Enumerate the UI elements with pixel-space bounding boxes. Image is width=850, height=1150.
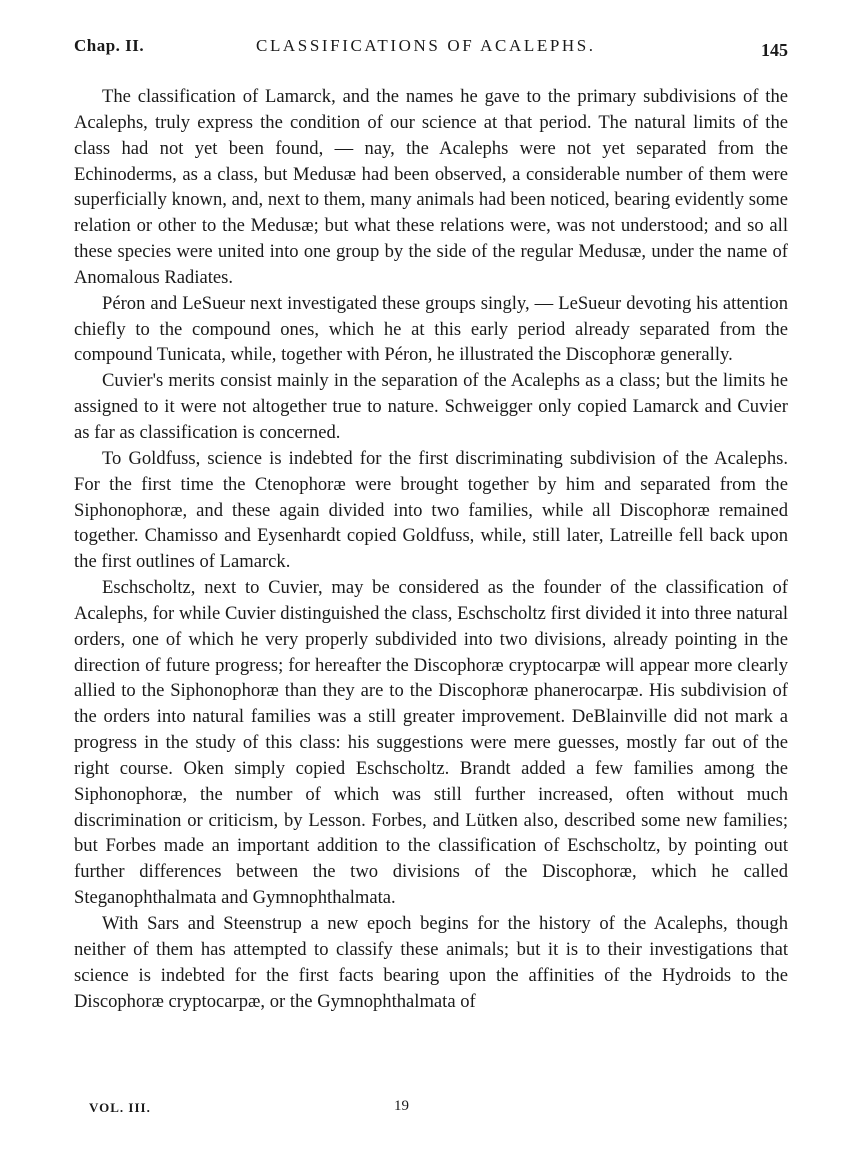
paragraph: To Goldfuss, science is indebted for the first discriminating subdivision of the Acalephs. For the first time the Ctenophoræ were brought together by him and separated from the Siphonophoræ, and these again divided into two families, while all Discophoræ remained together. Chamisso and Eysenhardt copied Goldfuss, while, still later, Latreille fell back upon the first outlines of Lamarck. xyxy=(74,447,788,573)
paragraph: The classification of Lamarck, and the names he gave to the primary subdivisions of the Acalephs, truly express the condition of our science at that period. The natural limits of the class had not yet been found, — nay, the Acalephs were not yet separated from the Echinoderms, as a class, but Medusæ had been observed, a considerable number of them were superficially known, and, next to them, many animals had been noticed, bearing evidently some relation or other to the Medusæ; but what these relations were, was not understood; and so all these species were united into one group by the side of the regular Medusæ, under the name of Anomalous Radiates. xyxy=(74,86,788,288)
paragraph: With Sars and Steenstrup a new epoch begins for the history of the Acalephs, though neither of them has attempted to classify these animals; but it is to their investigations that science is indebted for the first facts bearing upon the affinities of the Hydroids to the Discophoræ cryptocarpæ, or the Gymnophthalmata of xyxy=(74,913,788,1012)
running-title: CLASSIFICATIONS OF ACALEPHS. xyxy=(256,36,596,55)
signature-mark: 19 xyxy=(394,1098,409,1114)
page-number: 145 xyxy=(761,40,788,60)
paragraph: Eschscholtz, next to Cuvier, may be considered as the founder of the classification of Acalephs, for while Cuvier distinguished the class, Eschscholtz first divided it into three natural orders, one of which he very properly subdivided into two divisions, already pointing in the direction of future progress; for hereafter the Discophoræ cryptocarpæ will appear more clearly allied to the Siphonophoræ than they are to the Discophoræ phanerocarpæ. His subdivision of the orders into natural families was a still greater improvement. DeBlainville did not mark a progress in the study of this class: his suggestions were mere guesses, mostly far out of the right course. Oken simply copied Eschscholtz. Brandt added a few families among the Siphonophoræ, the number of which was still further increased, often without much discrimination or criticism, by Lesson. Forbes, and Lütken also, described some new families; but Forbes made an important addition to the classification of Eschscholtz, by pointing out further differences between the two divisions of the Discophoræ, which he called Steganophthalmata and Gymnophthalmata. xyxy=(74,577,788,909)
chapter-label: Chap. II. xyxy=(74,36,145,55)
body-text xyxy=(74,84,788,1014)
paragraph: Cuvier's merits consist mainly in the separation of the Acalephs as a class; but the limits he assigned to it were not altogether true to nature. Schweigger only copied Lamarck and Cuvier as far as classification is concerned. xyxy=(74,370,788,443)
paragraph: Péron and LeSueur next investigated these groups singly, — LeSueur devoting his attention chiefly to the compound ones, which he at this early period already separated from the compound Tunicata, while, together with Péron, he illustrated the Discophoræ generally. xyxy=(74,292,788,366)
page-footer xyxy=(74,1098,788,1118)
running-head xyxy=(74,36,788,60)
volume-label: VOL. III. xyxy=(89,1100,151,1115)
